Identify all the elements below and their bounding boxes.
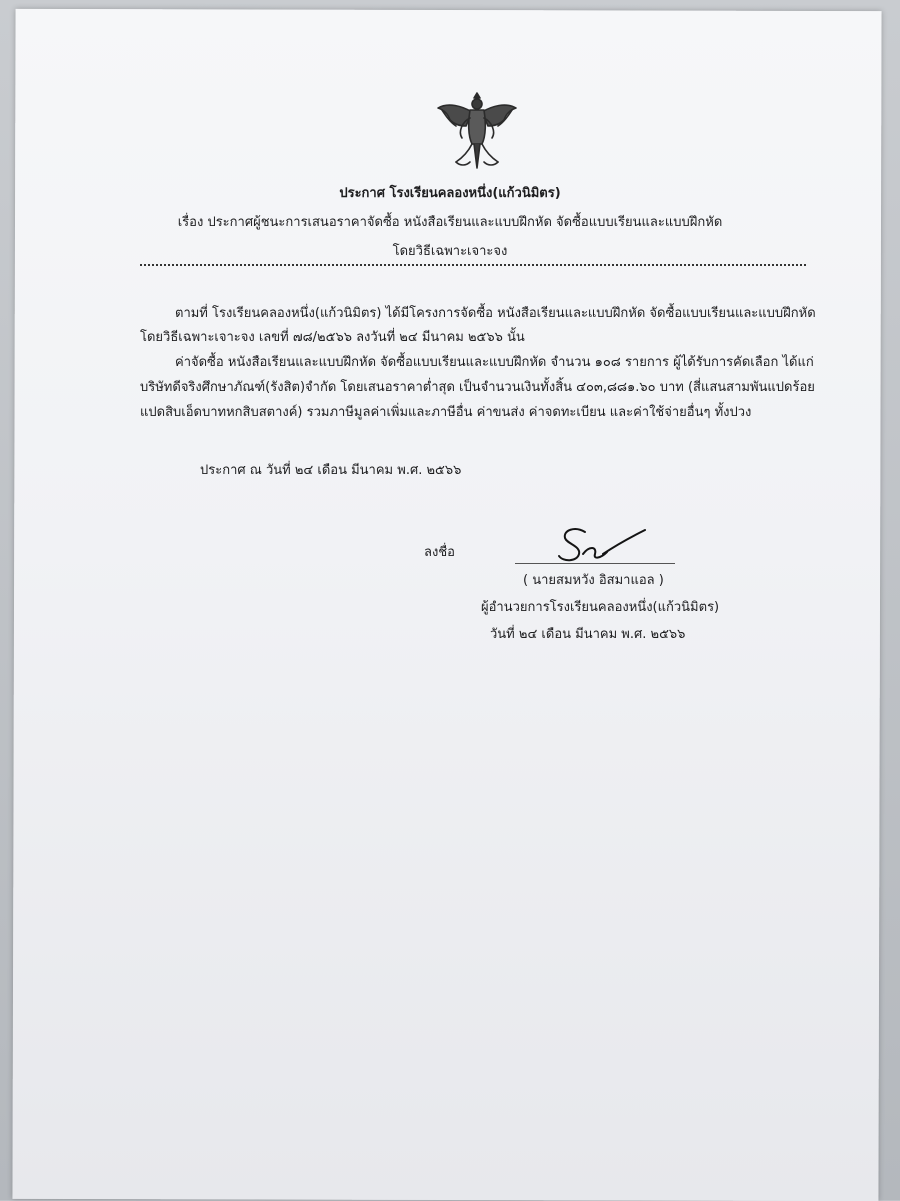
signer-name: ( นายสมหวัง อิสมาแอล ) bbox=[523, 573, 664, 588]
announce-date: ประกาศ ณ วันที่ ๒๔ เดือน มีนาคม พ.ศ. ๒๕๖๖ bbox=[200, 463, 462, 478]
paragraph-2-line-2: บริษัทดีจริงศึกษาภัณฑ์(รังสิต)จำกัด โดยเสนอราคาต่ำสุด เป็นจำนวนเงินทั้งสิ้น ๔๐๓,๘๘๑.๖๐ บาท (สี่แสนสามพันแปดร้อย bbox=[140, 380, 815, 395]
paragraph-1-line-1: ตามที่ โรงเรียนคลองหนึ่ง(แก้วนิมิตร) ได้มีโครงการจัดซื้อ หนังสือเรียนและแบบฝึกหัด จัดซื้อแบบเรียนและแบบฝึกหัด bbox=[175, 306, 816, 321]
dotted-divider bbox=[140, 264, 806, 266]
signature-line bbox=[515, 563, 675, 564]
handwritten-signature bbox=[555, 524, 650, 568]
paragraph-2-line-1: ค่าจัดซื้อ หนังสือเรียนและแบบฝึกหัด จัดซื้อแบบเรียนและแบบฝึกหัด จำนวน ๑๐๘ รายการ ผู้ได้รับการคัดเลือก ได้แก่ bbox=[175, 355, 814, 370]
paragraph-1-line-2: โดยวิธีเฉพาะเจาะจง เลขที่ ๗๘/๒๕๖๖ ลงวันที่ ๒๔ มีนาคม ๒๕๖๖ นั้น bbox=[140, 330, 525, 345]
signature-date: วันที่ ๒๔ เดือน มีนาคม พ.ศ. ๒๕๖๖ bbox=[490, 627, 686, 642]
sign-label: ลงชื่อ bbox=[424, 545, 455, 560]
garuda-emblem-icon bbox=[434, 92, 520, 172]
subject-line: เรื่อง ประกาศผู้ชนะการเสนอราคาจัดซื้อ หนังสือเรียนและแบบฝึกหัด จัดซื้อแบบเรียนและแบบฝึกหัด bbox=[177, 215, 723, 230]
signer-position: ผู้อำนวยการโรงเรียนคลองหนึ่ง(แก้วนิมิตร) bbox=[481, 600, 720, 615]
page-title: ประกาศ โรงเรียนคลองหนึ่ง(แก้วนิมิตร) bbox=[339, 186, 561, 201]
method-line: โดยวิธีเฉพาะเจาะจง bbox=[392, 244, 508, 259]
paragraph-2-line-3: แปดสิบเอ็ดบาทหกสิบสตางค์) รวมภาษีมูลค่าเพิ่มและภาษีอื่น ค่าขนส่ง ค่าจดทะเบียน และค่าใช้จ่ายอื่นๆ ทั้งปวง bbox=[140, 405, 752, 420]
